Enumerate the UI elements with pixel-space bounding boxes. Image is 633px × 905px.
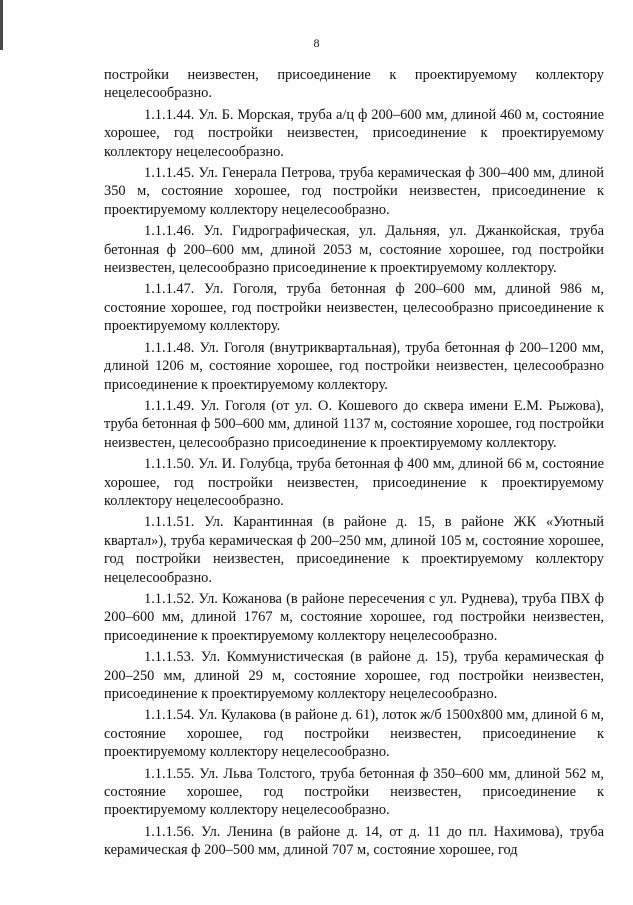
paragraph-1-1-1-48: 1.1.1.48. Ул. Гоголя (внутриквартальная), труба бетонная ф 200–1200 мм, длиной 1206 м, состояние хорошее, год постройки неизвестен, целесообразно присоединение к проектируемому коллектору.: [104, 339, 604, 393]
paragraph-1-1-1-54: 1.1.1.54. Ул. Кулакова (в районе д. 61), лоток ж/б 1500х800 мм, длиной 6 м, состояние хорошее, год постройки неизвестен, присоединение к проектируемому коллектору нецелесообразно.: [104, 707, 604, 761]
paragraph-1-1-1-53: 1.1.1.53. Ул. Коммунистическая (в районе д. 15), труба керамическая ф 200–250 мм, длиной 29 м, состояние хорошее, год постройки неизвестен, присоединение к проектируемому коллектору нецелесообразно.: [104, 649, 604, 702]
paragraph-1-1-1-52: 1.1.1.52. Ул. Кожанова (в районе пересечения с ул. Руднева), труба ПВХ ф 200–600 мм, длиной 1767 м, состояние хорошее, год постройки неизвестен, присоединение к проектируемому коллектору нецелесообразно.: [104, 590, 604, 644]
paragraph-1-1-1-49: 1.1.1.49. Ул. Гоголя (от ул. О. Кошевого до сквера имени Е.М. Рыжова), труба бетонная ф 500–600 мм, длиной 1137 м, состояние хорошее, год постройки неизвестен, целесообразно присоединение к проектируемому коллектору.: [104, 397, 604, 451]
paragraph-1-1-1-56: 1.1.1.56. Ул. Ленина (в районе д. 14, от д. 11 до пл. Нахимова), труба керамическая ф 200–500 мм, длиной 707 м, состояние хорошее, год: [104, 823, 604, 859]
paragraph-1-1-1-46: 1.1.1.46. Ул. Гидрографическая, ул. Дальняя, ул. Джанкойская, труба бетонная ф 200–600 мм, длиной 2053 м, состояние хорошее, год постройки неизвестен, целесообразно присоединение к проектируемому коллектору.: [104, 223, 604, 277]
page-number: 8: [313, 36, 320, 50]
paragraph-continued: постройки неизвестен, присоединение к проектируемому коллектору нецелесообразно.: [104, 67, 604, 102]
paragraph-1-1-1-55: 1.1.1.55. Ул. Льва Толстого, труба бетонная ф 350–600 мм, длиной 562 м, состояние хорошее, год постройки неизвестен, присоединение к проектируемому коллектору нецелесообразно.: [104, 765, 604, 819]
paragraph-1-1-1-47: 1.1.1.47. Ул. Гоголя, труба бетонная ф 200–600 мм, длиной 986 м, состояние хорошее, год постройки неизвестен, целесообразно присоединение к проектируемому коллектору.: [104, 281, 604, 335]
paragraph-1-1-1-45: 1.1.1.45. Ул. Генерала Петрова, труба керамическая ф 300–400 мм, длиной 350 м, состояние хорошее, год постройки неизвестен, присоединение к проектируемому коллектору нецелесообразно.: [104, 165, 604, 218]
paragraph-1-1-1-50: 1.1.1.50. Ул. И. Голубца, труба бетонная ф 400 мм, длиной 66 м, состояние хорошее, год постройки неизвестен, присоединение к проектируемому коллектору нецелесообразно.: [104, 456, 604, 509]
paragraph-1-1-1-51: 1.1.1.51. Ул. Карантинная (в районе д. 15, в районе ЖК «Уютный квартал»), труба керамическая ф 200–250 мм, длиной 105 м, состояние хорошее, год постройки неизвестен, присоединение к проектируемому коллектору нецелесообразно.: [104, 514, 604, 586]
paragraph-1-1-1-44: 1.1.1.44. Ул. Б. Морская, труба а/ц ф 200–600 мм, длиной 460 м, состояние хорошее, год постройки неизвестен, присоединение к проектируемому коллектору нецелесообразно.: [104, 106, 604, 160]
document-body: [104, 66, 604, 863]
